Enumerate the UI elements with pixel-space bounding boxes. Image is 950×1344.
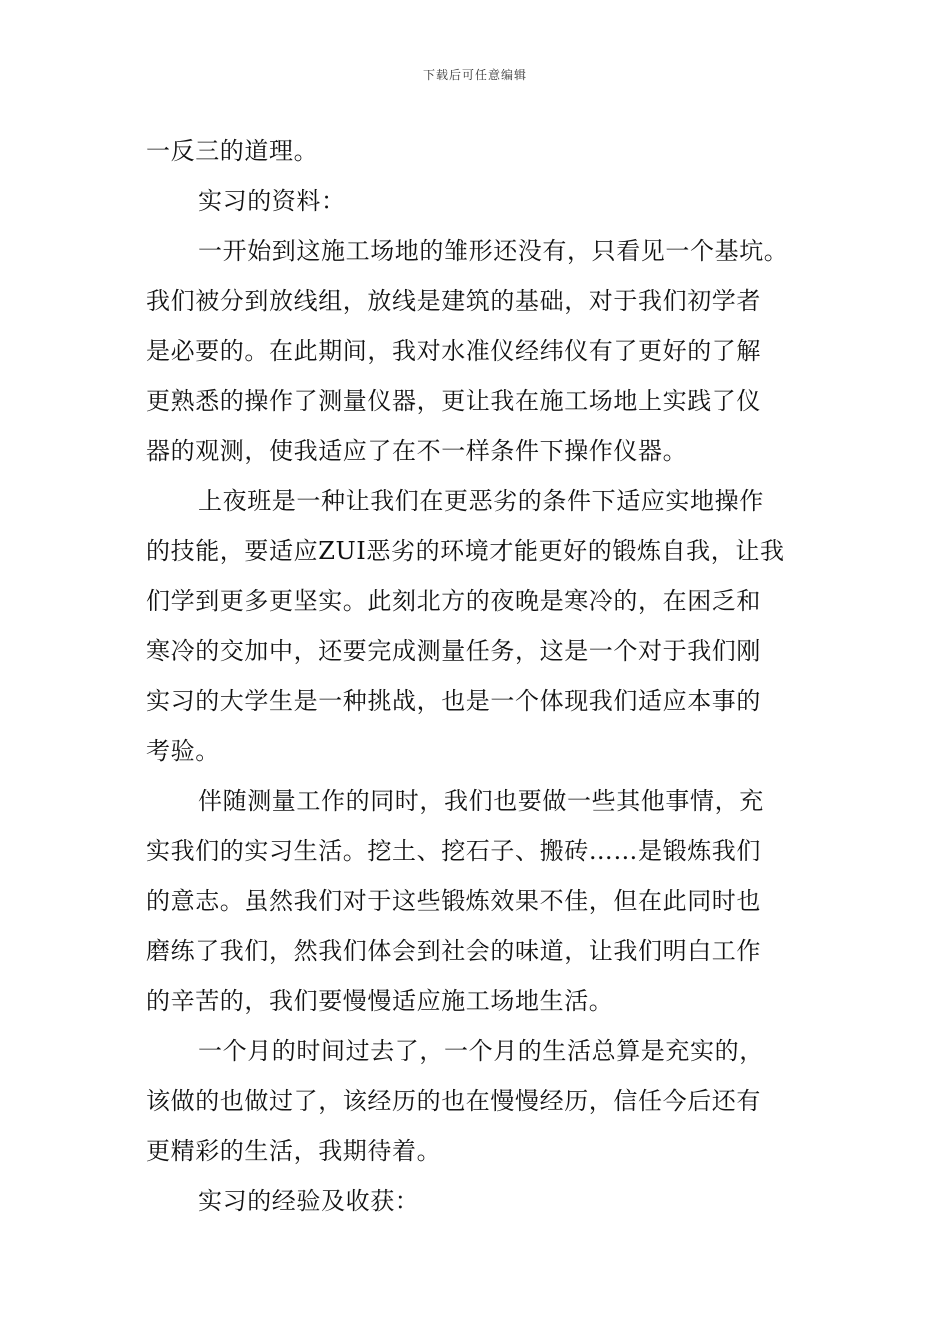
text-line: 一个月的时间过去了，一个月的生活总算是充实的， bbox=[198, 1037, 764, 1065]
text-line: 考验。 bbox=[146, 737, 220, 765]
text-line: 寒冷的交加中，还要完成测量任务，这是一个对于我们刚 bbox=[146, 637, 761, 665]
text-line: 实习的大学生是一种挑战，也是一个体现我们适应本事的 bbox=[146, 687, 761, 715]
header-note: 下载后可任意编辑 bbox=[422, 68, 527, 82]
text-line: 更精彩的生活，我期待着。 bbox=[146, 1137, 442, 1165]
text-line: 们学到更多更坚实。此刻北方的夜晚是寒冷的，在困乏和 bbox=[146, 587, 761, 615]
text-line: 一反三的道理。 bbox=[146, 137, 319, 165]
text-line: 是必要的。在此期间，我对水准仪经纬仪有了更好的了解 bbox=[146, 337, 761, 365]
text-line: 的辛苦的，我们要慢慢适应施工场地生活。 bbox=[146, 987, 614, 1015]
text-line: 的技能，要适应ZUI恶劣的环境才能更好的锻炼自我，让我 bbox=[146, 537, 785, 565]
text-line: 该做的也做过了，该经历的也在慢慢经历，信任今后还有 bbox=[146, 1087, 761, 1115]
text-line: 更熟悉的操作了测量仪器，更让我在施工场地上实践了仪 bbox=[146, 387, 761, 415]
text-line: 磨练了我们，然我们体会到社会的味道，让我们明白工作 bbox=[146, 937, 761, 965]
text-line: 伴随测量工作的同时，我们也要做一些其他事情，充 bbox=[198, 787, 764, 815]
text-line: 器的观测，使我适应了在不一样条件下操作仪器。 bbox=[146, 437, 688, 465]
section-heading: 实习的经验及收获： bbox=[198, 1187, 420, 1215]
text-line: 我们被分到放线组，放线是建筑的基础，对于我们初学者 bbox=[146, 287, 761, 315]
text-line: 上夜班是一种让我们在更恶劣的条件下适应实地操作 bbox=[198, 487, 764, 515]
text-line: 一开始到这施工场地的雏形还没有，只看见一个基坑。 bbox=[198, 237, 789, 265]
text-line: 的意志。虽然我们对于这些锻炼效果不佳，但在此同时也 bbox=[146, 887, 761, 915]
section-heading: 实习的资料： bbox=[198, 187, 346, 215]
text-line: 实我们的实习生活。挖土、挖石子、搬砖……是锻炼我们 bbox=[146, 837, 761, 865]
